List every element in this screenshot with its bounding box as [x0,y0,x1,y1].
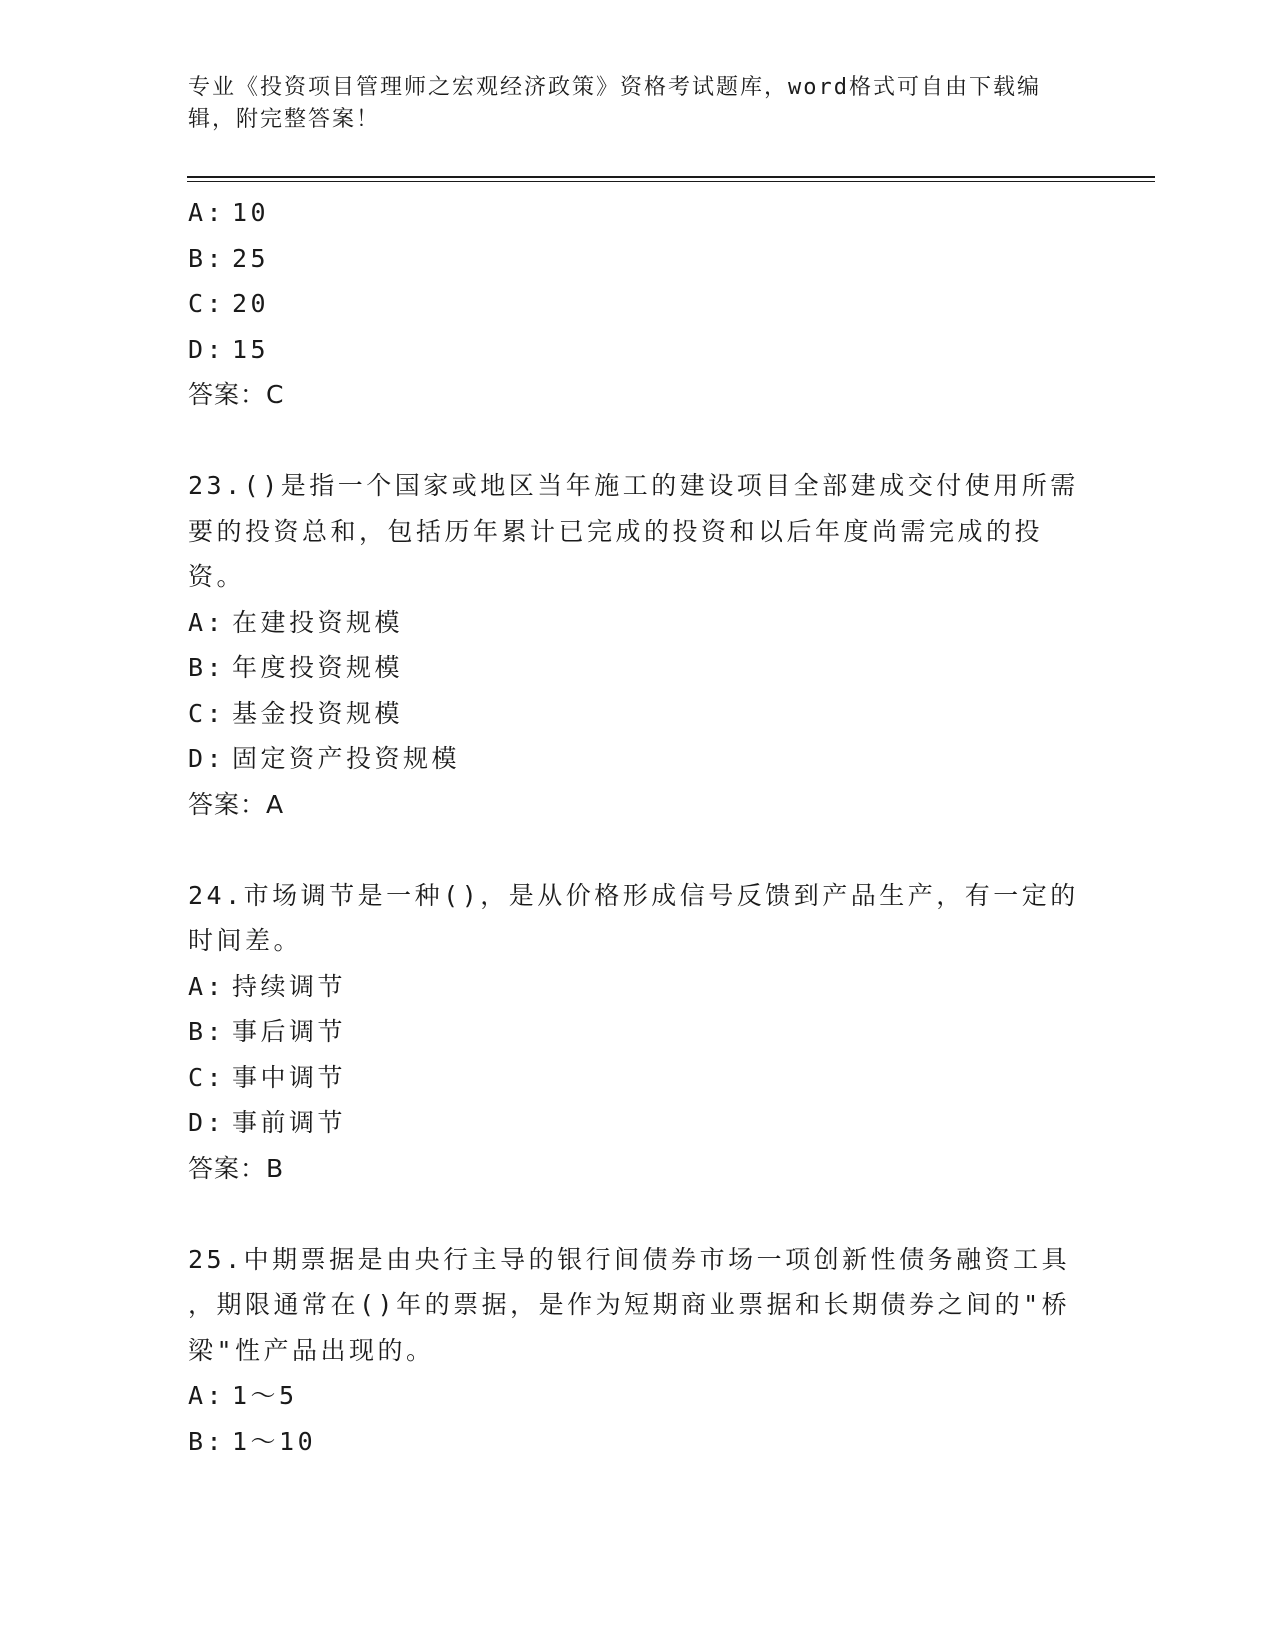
question-text-line: 梁"性产品出现的。 [188,1335,435,1365]
option-a: A: 持续调节 [188,971,347,1001]
option-c: C: 20 [188,289,270,318]
option-b: B: 年度投资规模 [188,653,404,682]
header-line-1: 专业《投资项目管理师之宏观经济政策》资格考试题库，word格式可自由下载编 [188,75,1041,100]
option-a: A: 在建投资规模 [188,607,404,637]
question-list [188,190,1088,1464]
option-b: B: 1～10 [188,1426,317,1456]
question-block [188,190,1088,418]
option-a: A: 1～5 [188,1381,298,1410]
question-text-line: ，期限通常在()年的票据，是作为短期商业票据和长期债券之间的"桥 [188,1290,1071,1319]
answer-line: 答案：B [188,1153,285,1183]
question-block [188,463,1088,827]
option-d: D: 固定资产投资规模 [188,744,461,773]
document-header [188,72,1088,136]
option-a: A: 10 [188,198,270,227]
option-d: D: 15 [188,334,270,364]
option-b: B: 事后调节 [188,1017,347,1046]
question-text-line: 资。 [188,562,246,591]
option-d: D: 事前调节 [188,1108,347,1137]
question-text-line: 24.市场调节是一种()，是从价格形成信号反馈到产品生产，有一定的 [188,880,1079,910]
header-double-rule [187,176,1155,182]
question-block [188,873,1088,1192]
question-text-line: 要的投资总和，包括历年累计已完成的投资和以后年度尚需完成的投 [188,516,1044,546]
header-line-2: 辑，附完整答案！ [188,107,381,132]
question-text-line: 25.中期票据是由央行主导的银行间债券市场一项创新性债务融资工具 [188,1244,1071,1274]
question-text-line: 23.()是指一个国家或地区当年施工的建设项目全部建成交付使用所需 [188,471,1079,500]
question-block [188,1237,1088,1465]
option-c: C: 基金投资规模 [188,698,404,728]
option-b: B: 25 [188,243,270,273]
answer-line: 答案：C [188,380,285,409]
answer-line: 答案：A [188,789,285,819]
question-text-line: 时间差。 [188,926,303,955]
option-c: C: 事中调节 [188,1062,347,1092]
